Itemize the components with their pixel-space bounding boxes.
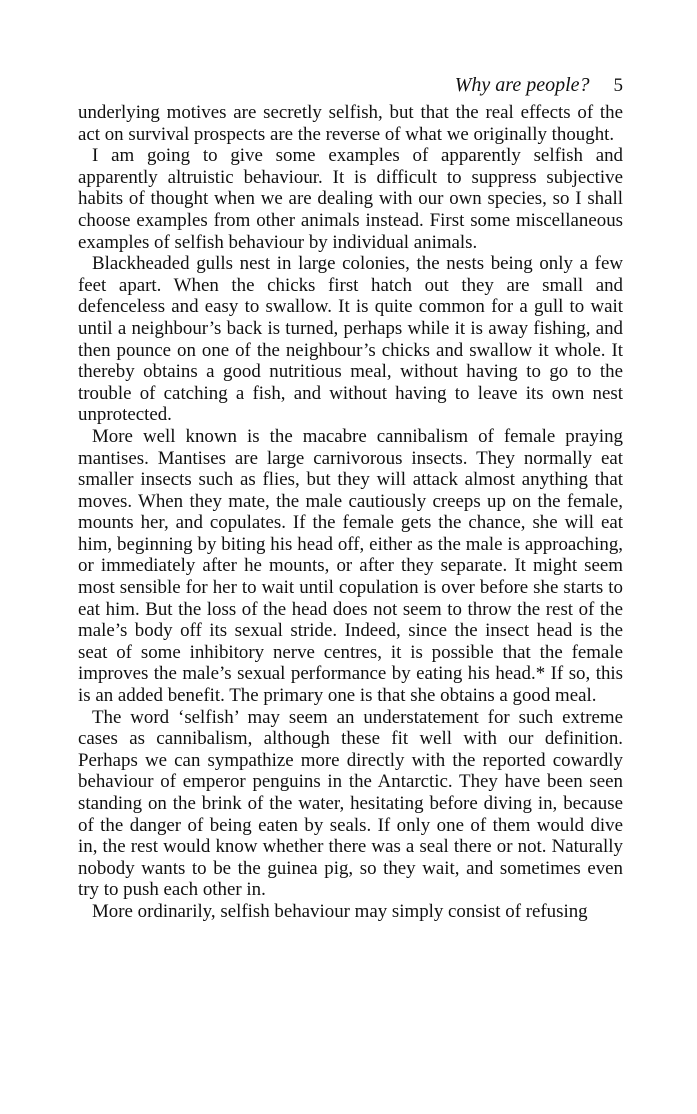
paragraph-penguins: The word ‘selfish’ may seem an understatement for such extreme cases as cannibalism, although these fit well with our definition. Perhaps we can sympathize more directly with the reported cowardly behaviour of emperor penguins in the Antarctic. They have been seen standing on the brink of the water, hesitating before diving in, because of the danger of being eaten by seals. If only one of them would dive in, the rest would know whether there was a seal there or not. Naturally nobody wants to be the guinea pig, so they wait, and sometimes even try to push each other in. [78, 706, 623, 901]
running-title: Why are people? [454, 74, 590, 96]
page-number: 5 [613, 75, 623, 96]
paragraph-mantises: More well known is the macabre cannibalism of female praying mantises. Mantises are large carnivorous insects. They normally eat smaller insects such as flies, but they will attack almost anything that moves. When they mate, the male cautiously creeps up on the female, mounts her, and copulates. If the female gets the chance, she will eat him, beginning by biting his head off, either as the male is approaching, or immediately after he mounts, or after they separate. It might seem most sensible for her to wait until copulation is over before she starts to eat him. But the loss of the head does not seem to throw the rest of the male’s body off its sexual stride. Indeed, since the insect head is the seat of some inhibitory nerve centres, it is possible that the female improves the male’s sexual performance by eating his head.* If so, this is an added benefit. The primary one is that she obtains a good meal. [78, 425, 623, 707]
paragraph-continuation: underlying motives are secretly selfish, but that the real effects of the act on survival prospects are the reverse of what we originally thought. [78, 102, 623, 145]
paragraph-examples-intro: I am going to give some examples of apparently selfish and apparently altruistic behaviour. It is difficult to suppress subjective habits of thought when we are dealing with our own species, so I shall choose examples from other animals instead. First some miscellaneous examples of selfish behaviour by individual animals. [78, 145, 623, 253]
paragraph-gulls: Blackheaded gulls nest in large colonies, the nests being only a few feet apart. When the chicks first hatch out they are small and defenceless and easy to swallow. It is quite common for a gull to wait until a neighbour’s back is turned, perhaps while it is away fishing, and then pounce on one of the neighbour’s chicks and swallow it whole. It thereby obtains a good nutritious meal, without having to go to the trouble of catching a fish, and without having to leave its own nest unprotected. [78, 253, 623, 426]
paragraph-ordinary-selfishness: More ordinarily, selfish behaviour may simply consist of refusing [92, 900, 588, 922]
running-head [78, 68, 623, 102]
book-page [78, 68, 623, 923]
body-text [78, 102, 623, 923]
